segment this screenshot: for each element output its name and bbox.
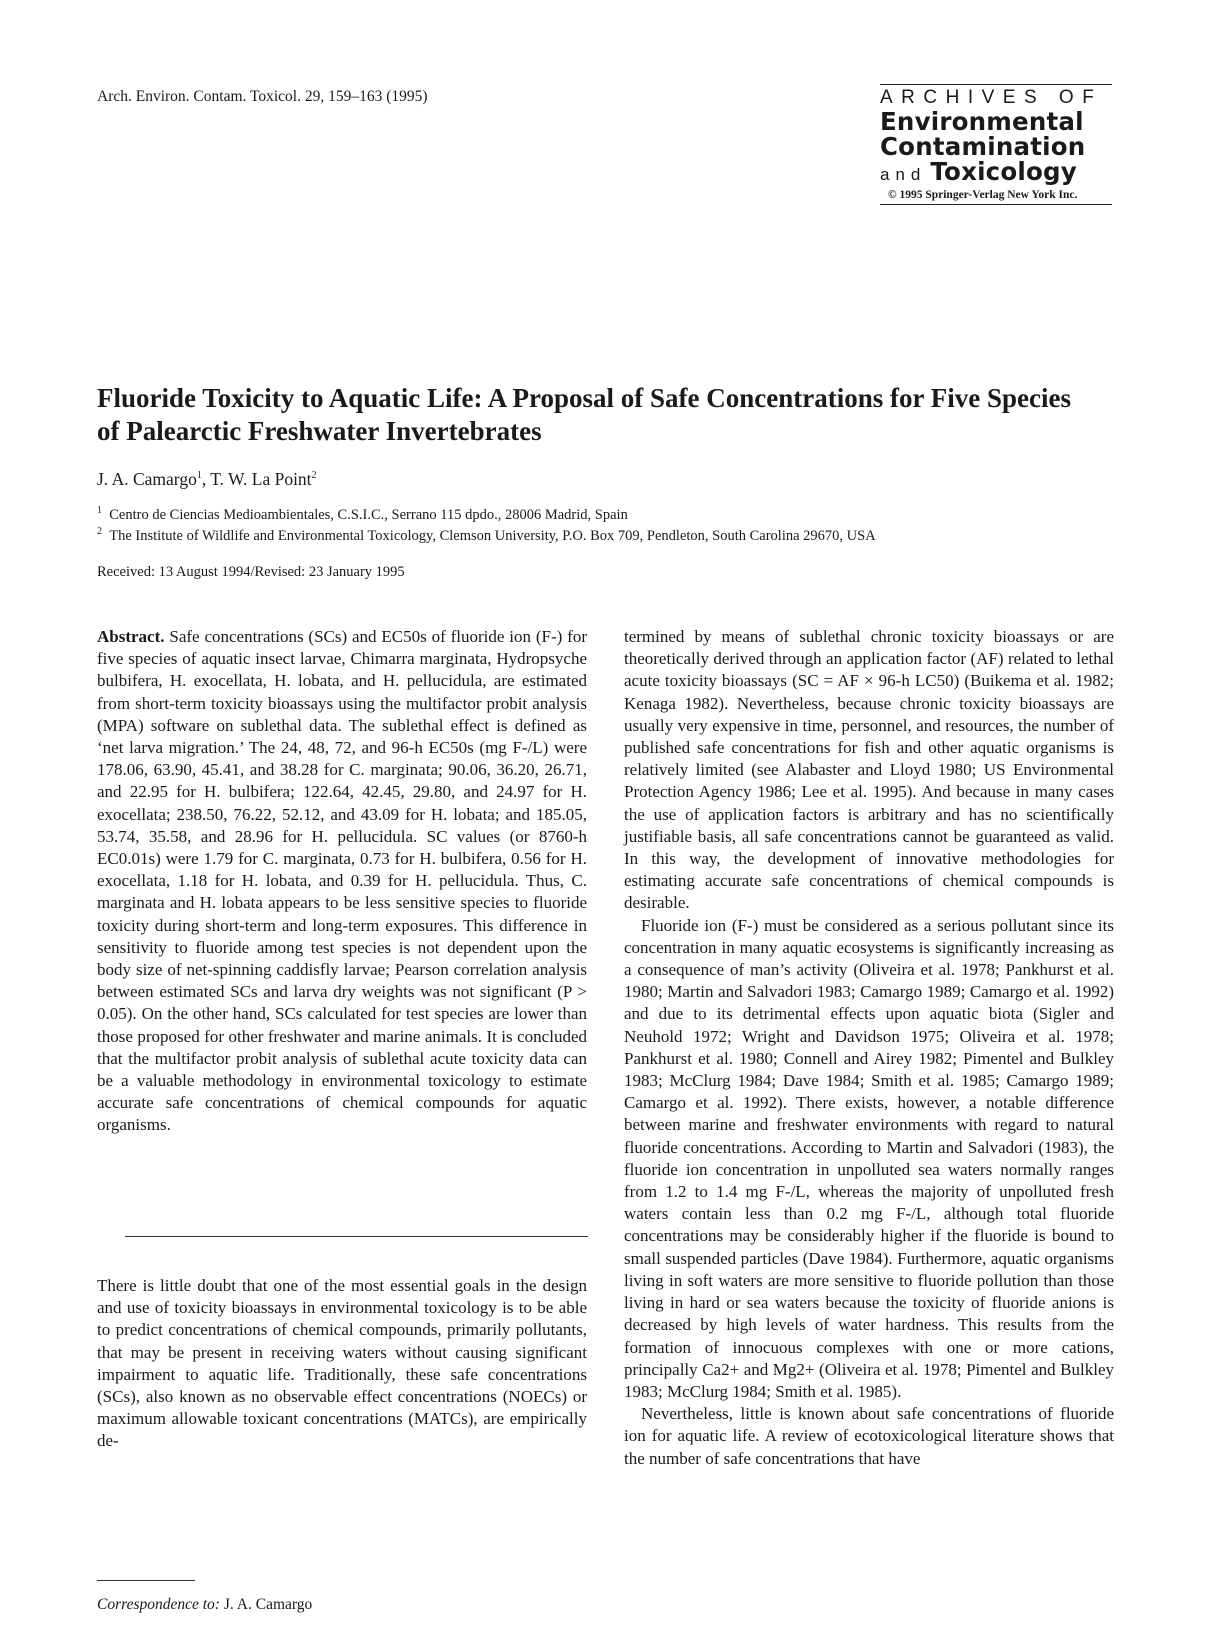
journal-masthead <box>880 84 1112 205</box>
affiliation-1 <box>97 505 628 524</box>
abstract-text: Safe concentrations (SCs) and EC50s of fluoride ion (F-) for five species of aquatic insect larvae, Chimarra marginata, Hydropsyche bulbifera, H. exocellata, H. lobata, and H. pellucidula, are estimated from short-term toxicity bioassays using the multifactor probit analysis (MPA) software on sublethal data. The sublethal effect is defined as ‘net larva migration.’ The 24, 48, 72, and 96-h EC50s (mg F-/L) were 178.06, 63.90, 45.41, and 38.28 for C. marginata; 90.06, 36.20, 26.71, and 22.95 for H. bulbifera; 122.64, 42.45, 29.80, and 24.97 for H. exocellata; 238.50, 76.22, 52.12, and 43.09 for H. lobata; and 185.05, 53.74, 35.58, and 28.96 for H. pellucidula. SC values (or 8760-h EC0.01s) were 1.79 for C. marginata, 0.73 for H. bulbifera, 0.56 for H. exocellata, 1.18 for H. lobata, and 0.39 for H. pellucidula. Thus, C. marginata and H. lobata appears to be less sensitive species to fluoride toxicity during short-term and long-term exposures. This difference in sensitivity to fluoride among test species is not dependent upon the body size of net-spinning caddisfly larvae; Pearson correlation analysis between estimated SCs and larva dry weights was not significant (P > 0.05). On the other hand, SCs calculated for test species are lower than those proposed for other freshwater and marine animals. It is concluded that the multifactor probit analysis of sublethal acute toxicity data can be a valuable methodology in environmental toxicology to estimate accurate safe concentrations of chemical compounds for aquatic organisms. <box>97 627 587 1135</box>
author-1-sup: 1 <box>196 470 202 482</box>
affiliation-1-num: 1 <box>97 505 102 516</box>
journal-line-toxicology <box>880 159 1112 187</box>
footnote-divider <box>97 1580 195 1581</box>
journal-line-archives: ARCHIVES OF <box>880 87 1103 108</box>
author-2: T. W. La Point <box>210 469 312 489</box>
intro-right-column <box>624 626 1114 1470</box>
journal-line-contamination: Contamination <box>880 132 1086 161</box>
affiliation-2-text: The Institute of Wildlife and Environmental Toxicology, Clemson University, P.O. Box 709, Pendleton, South Carolina 29670, USA <box>109 527 876 544</box>
journal-toxicology-word: Toxicology <box>930 157 1077 186</box>
correspondence-name: J. A. Camargo <box>223 1596 313 1613</box>
right-paragraph-1: termined by means of sublethal chronic toxicity bioassays or are theoretically derived through an application factor (AF) related to lethal acute toxicity bioassays (SC = AF × 96-h LC50) (Buikema et al. 1982; Kenaga 1982). Nevertheless, because chronic toxicity bioassays are usually very expensive in time, personnel, and resources, the number of published safe concentrations for fish and other aquatic organisms is relatively limited (see Alabaster and Lloyd 1980; US Environmental Protection Agency 1986; Lee et al. 1995). And because in many cases the use of application factors is arbitrary and has no scientifically justifiable basis, all safe concentrations cannot be guaranteed as valid. In this way, the development of innovative methodologies for estimating accurate safe concentrations of chemical compounds is desirable. <box>624 627 1114 913</box>
running-head: Arch. Environ. Contam. Toxicol. 29, 159–163 (1995) <box>97 88 428 105</box>
journal-copyright: © 1995 Springer-Verlag New York Inc. <box>888 189 1078 201</box>
author-2-sup: 2 <box>311 470 317 482</box>
right-paragraph-2: Fluoride ion (F-) must be considered as a serious pollutant since its concentration in many aquatic ecosystems is significantly increasing as a consequence of man’s activity (Oliveira et al. 1978; Pankhurst et al. 1980; Martin and Salvadori 1983; Camargo 1989; Camargo et al. 1992) and due to its detrimental effects upon aquatic biota (Sigler and Neuhold 1972; Wright and Davidson 1975; Oliveira et al. 1978; Pankhurst et al. 1980; Connell and Airey 1982; Pimentel and Bulkley 1983; McClurg 1984; Dave 1984; Smith et al. 1985; Camargo 1989; Camargo et al. 1992). There exists, however, a notable difference between marine and freshwater environments with regard to natural fluoride concentrations. According to Martin and Salvadori (1983), the fluoride ion concentration in unpolluted sea waters normally ranges from 1.2 to 1.4 mg F-/L, whereas the majority of unpolluted fresh waters contain less than 0.2 mg F-/L, although total fluoride concentrations may be considerably higher if the fluoride is bound to small suspended particles (Dave 1984). Furthermore, aquatic organisms living in soft waters are more sensitive to fluoride pollution than those living in hard or sea waters because the toxicity of fluoride anions is decreased by high levels of water hardness. This results from the formation of innocuous complexes with one or more cations, principally Ca2+ and Mg2+ (Oliveira et al. 1978; Pimentel and Bulkley 1983; McClurg 1984; Smith et al. 1985). <box>624 915 1114 1401</box>
journal-and: and <box>880 165 927 184</box>
article-title: Fluoride Toxicity to Aquatic Life: A Proposal of Safe Concentrations for Five Species of Palearctic Freshwater Invertebrates <box>97 383 1071 446</box>
abstract <box>97 626 587 1137</box>
affiliation-2 <box>97 526 876 545</box>
intro-paragraph-1: There is little doubt that one of the most essential goals in the design and use of toxicity bioassays in environmental toxicology is to be able to predict concentrations of chemical compounds, primarily pollutants, that may be present in receiving waters without causing significant impairment to aquatic life. Traditionally, these safe concentrations (SCs), also known as no observable effect concentrations (NOECs) or maximum allowable toxicant concentrations (MATCs), are empirically de- <box>97 1276 587 1451</box>
journal-line-environmental: Environmental <box>880 107 1084 136</box>
affiliation-1-text: Centro de Ciencias Medioambientales, C.S.I.C., Serrano 115 dpdo., 28006 Madrid, Spain <box>109 506 628 523</box>
received-dates: Received: 13 August 1994/Revised: 23 January 1995 <box>97 564 405 580</box>
author-line <box>97 469 317 490</box>
affiliation-2-num: 2 <box>97 526 102 537</box>
intro-left-column <box>97 1275 587 1453</box>
abstract-heading: Abstract. <box>97 627 165 646</box>
right-paragraph-3: Nevertheless, little is known about safe concentrations of fluoride ion for aquatic life. A review of ecotoxicological literature shows that the number of safe concentrations that have <box>624 1404 1114 1468</box>
correspondence-label: Correspondence to: <box>97 1596 220 1613</box>
author-separator: , <box>201 469 211 489</box>
correspondence-note <box>97 1596 312 1614</box>
abstract-divider <box>125 1236 588 1237</box>
author-1: J. A. Camargo <box>97 469 197 489</box>
